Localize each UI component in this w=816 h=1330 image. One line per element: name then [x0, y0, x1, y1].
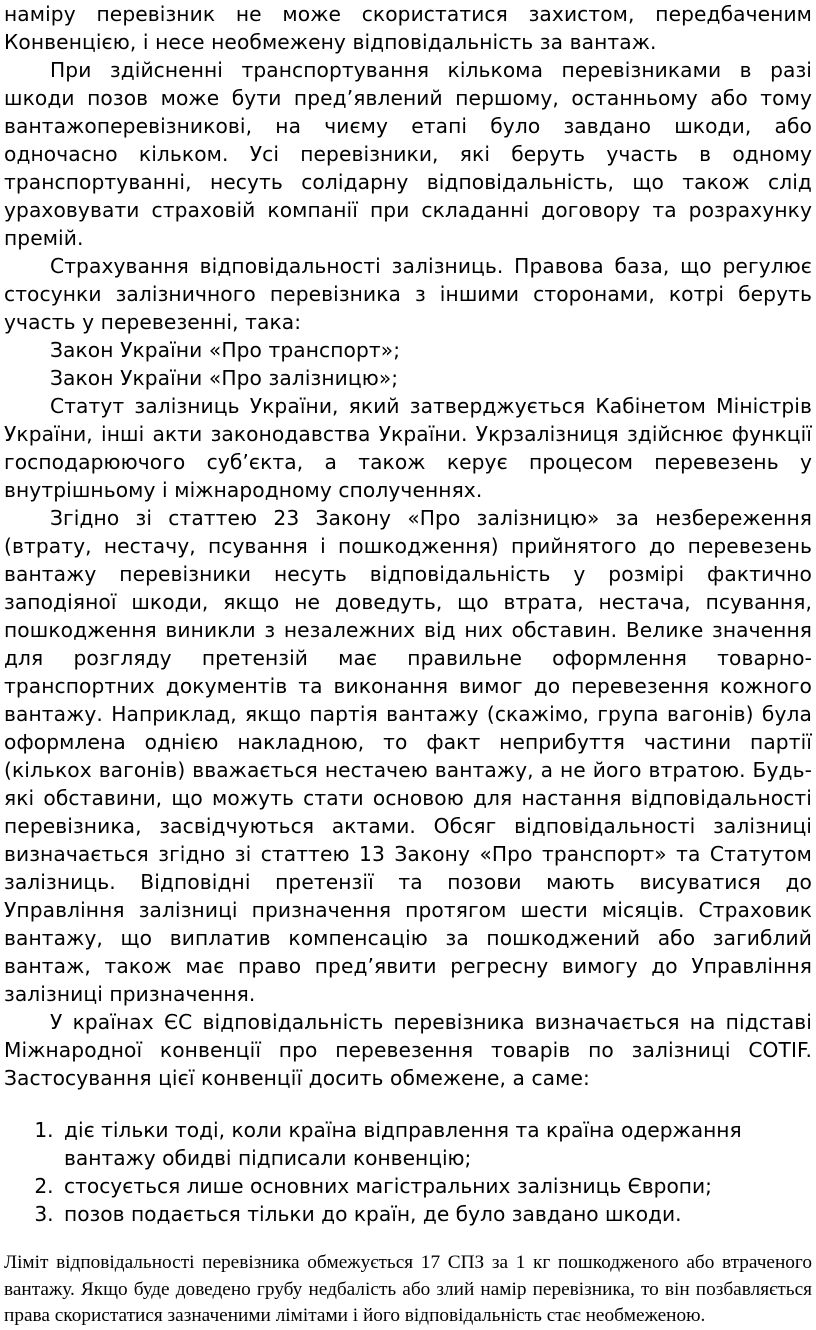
paragraph-law-railway: Закон України «Про залізницю»; — [50, 366, 399, 390]
list-item: 3. позов подається тільки до країн, де було завдано шкоди. — [60, 1200, 812, 1228]
paragraph-multiple-carriers: При здійсненні транспортування кількома перевізниками в разі шкоди позов може бути пред’явлений першому, останньому або тому вантажоперевізникові, на чиєму етапі було завдано шкоди, або одночасно кільком. Усі перевізники, які беруть участь в одному транспортуванні, несуть солідарну відповідальність, що також слід ураховувати страховій компанії при складанні договору та розрахунку премій. — [4, 58, 812, 250]
paragraph-law-transport: Закон України «Про транспорт»; — [50, 338, 401, 362]
list-item: 1. діє тільки тоді, коли країна відправлення та країна одержання вантажу обидві підписали конвенцію; — [60, 1116, 812, 1172]
document-body — [4, 0, 812, 1092]
paragraph-convention-liability: наміру перевізник не може скористатися захистом, передбаченим Конвенцією, і несе необмежену відповідальність за вантаж. — [4, 2, 812, 54]
paragraph-liability-limit: Ліміт відповідальності перевізника обмежується 17 СПЗ за 1 кг пошкодженого або втраченого вантажу. Якщо буде доведено грубу недбалість або злий намір перевізника, то він позбавляється права скористатися зазначеними лімітами і його відповідальність стає необмеженою. — [4, 1252, 812, 1326]
paragraph-railway-insurance: Страхування відповідальності залізниць. Правова база, що регулює стосунки залізничного перевізника з іншими сторонами, котрі беруть участь у перевезенні, така: — [4, 254, 812, 334]
paragraph-railway-statute: Статут залізниць України, який затверджується Кабінетом Міністрів України, інші акти законодавства України. Укрзалізниця здійснює функції господарюючого суб’єкта, а також керує процесом перевезень у внутрішньому і міжнародному сполученнях. — [4, 394, 812, 502]
paragraph-eu-cotif: У країнах ЄС відповідальність перевізника визначається на підставі Міжнародної конвенції про перевезення товарів по залізниці COTIF. Застосування цієї конвенції досить обмежене, а саме: — [4, 1010, 812, 1090]
paragraph-article-23: Згідно зі статтею 23 Закону «Про залізницю» за незбереження (втрату, нестачу, псування і пошкодження) прийнятого до перевезень вантажу перевізники несуть відповідальність у розмірі фактично заподіяної шкоди, якщо не доведуть, що втрата, нестача, псування, пошкодження виникли з незалежних від них обставин. Велике значення для розгляду претензій має правильне оформлення товарно-транспортних документів та виконання вимог до перевезення кожного вантажу. Наприклад, якщо партія вантажу (скажімо, група вагонів) була оформлена однією накладною, то факт неприбуття частини партії (кількох вагонів) вважається нестачею вантажу, а не його втратою. Будь-які обставини, що можуть стати основою для настання відповідальності перевізника, засвідчуються актами. Обсяг відповідальності залізниці визначається згідно зі статтею 13 Закону «Про транспорт» та Статутом залізниць. Відповідні претензії та позови мають висуватися до Управління залізниці призначення протягом шести місяців. Страховик вантажу, що виплатив компенсацію за пошкоджений або загиблий вантаж, також має право пред’явити регресну вимогу до Управління залізниці призначення. — [4, 506, 812, 1006]
cotif-limitations-list — [4, 1116, 812, 1228]
list-item: 2. стосується лише основних магістральних залізниць Європи; — [60, 1172, 812, 1200]
